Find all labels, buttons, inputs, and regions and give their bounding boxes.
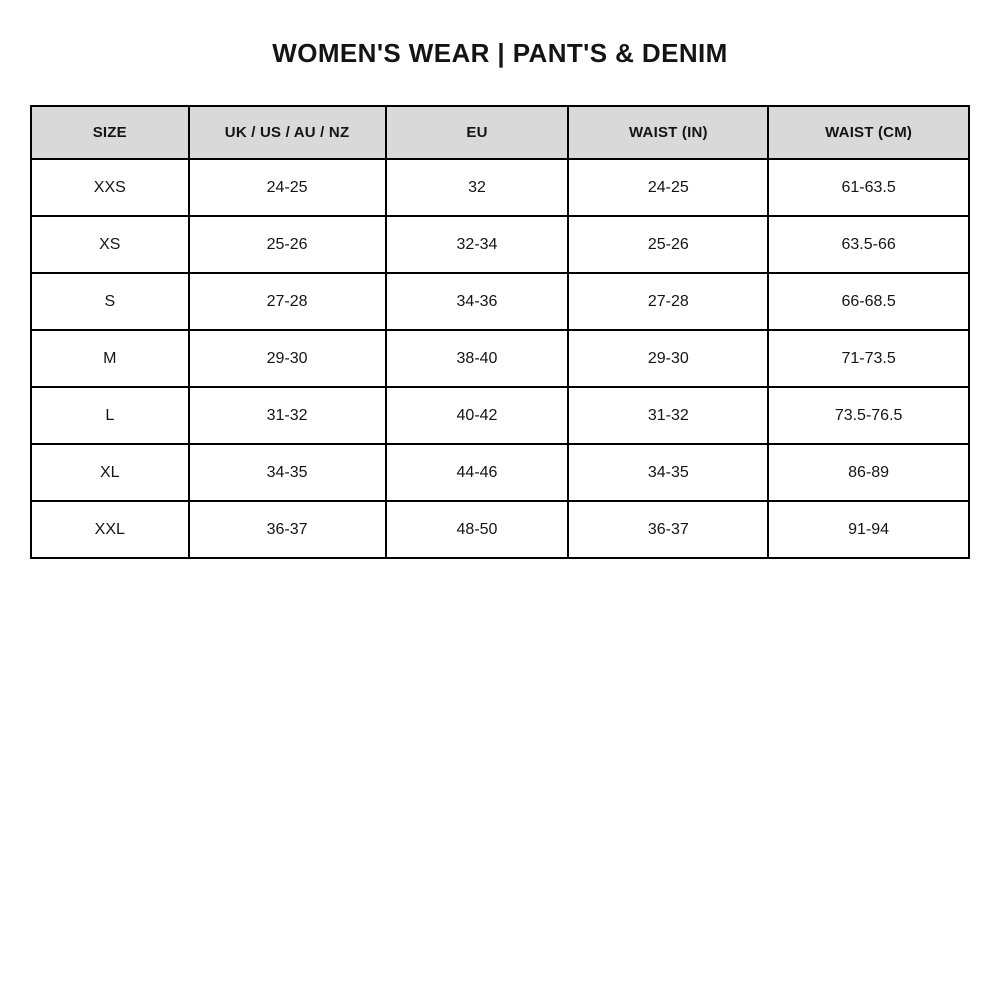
cell-size: XL — [31, 444, 189, 501]
cell-waist-cm: 86-89 — [768, 444, 969, 501]
cell-uk-us-au-nz: 27-28 — [189, 273, 386, 330]
size-chart-container — [30, 105, 970, 559]
cell-size: XS — [31, 216, 189, 273]
column-header-waist-cm: WAIST (CM) — [768, 106, 969, 159]
cell-waist-in: 24-25 — [568, 159, 768, 216]
cell-uk-us-au-nz: 29-30 — [189, 330, 386, 387]
cell-uk-us-au-nz: 24-25 — [189, 159, 386, 216]
cell-waist-in: 29-30 — [568, 330, 768, 387]
cell-uk-us-au-nz: 36-37 — [189, 501, 386, 558]
cell-waist-cm: 91-94 — [768, 501, 969, 558]
cell-waist-in: 27-28 — [568, 273, 768, 330]
cell-size: S — [31, 273, 189, 330]
table-row-xs — [31, 216, 969, 273]
table-row-xl — [31, 444, 969, 501]
page-title: WOMEN'S WEAR | PANT'S & DENIM — [272, 38, 728, 68]
column-header-eu: EU — [386, 106, 569, 159]
cell-size: M — [31, 330, 189, 387]
cell-waist-in: 36-37 — [568, 501, 768, 558]
size-chart-header-row — [31, 106, 969, 159]
size-chart-table — [30, 105, 970, 559]
table-row-m — [31, 330, 969, 387]
table-row-s — [31, 273, 969, 330]
cell-uk-us-au-nz: 25-26 — [189, 216, 386, 273]
cell-waist-cm: 73.5-76.5 — [768, 387, 969, 444]
cell-size: XXL — [31, 501, 189, 558]
cell-waist-in: 31-32 — [568, 387, 768, 444]
cell-waist-in: 34-35 — [568, 444, 768, 501]
cell-eu: 32-34 — [386, 216, 569, 273]
table-row-l — [31, 387, 969, 444]
cell-eu: 48-50 — [386, 501, 569, 558]
column-header-size: SIZE — [31, 106, 189, 159]
table-row-xxl — [31, 501, 969, 558]
table-row-xxs — [31, 159, 969, 216]
size-chart-body — [31, 159, 969, 558]
cell-size: L — [31, 387, 189, 444]
cell-eu: 40-42 — [386, 387, 569, 444]
cell-waist-cm: 71-73.5 — [768, 330, 969, 387]
cell-eu: 38-40 — [386, 330, 569, 387]
cell-size: XXS — [31, 159, 189, 216]
cell-waist-in: 25-26 — [568, 216, 768, 273]
cell-uk-us-au-nz: 34-35 — [189, 444, 386, 501]
cell-eu: 32 — [386, 159, 569, 216]
cell-uk-us-au-nz: 31-32 — [189, 387, 386, 444]
column-header-waist-in: WAIST (IN) — [568, 106, 768, 159]
cell-waist-cm: 61-63.5 — [768, 159, 969, 216]
cell-waist-cm: 66-68.5 — [768, 273, 969, 330]
cell-eu: 34-36 — [386, 273, 569, 330]
column-header-uk-us-au-nz: UK / US / AU / NZ — [189, 106, 386, 159]
cell-waist-cm: 63.5-66 — [768, 216, 969, 273]
cell-eu: 44-46 — [386, 444, 569, 501]
